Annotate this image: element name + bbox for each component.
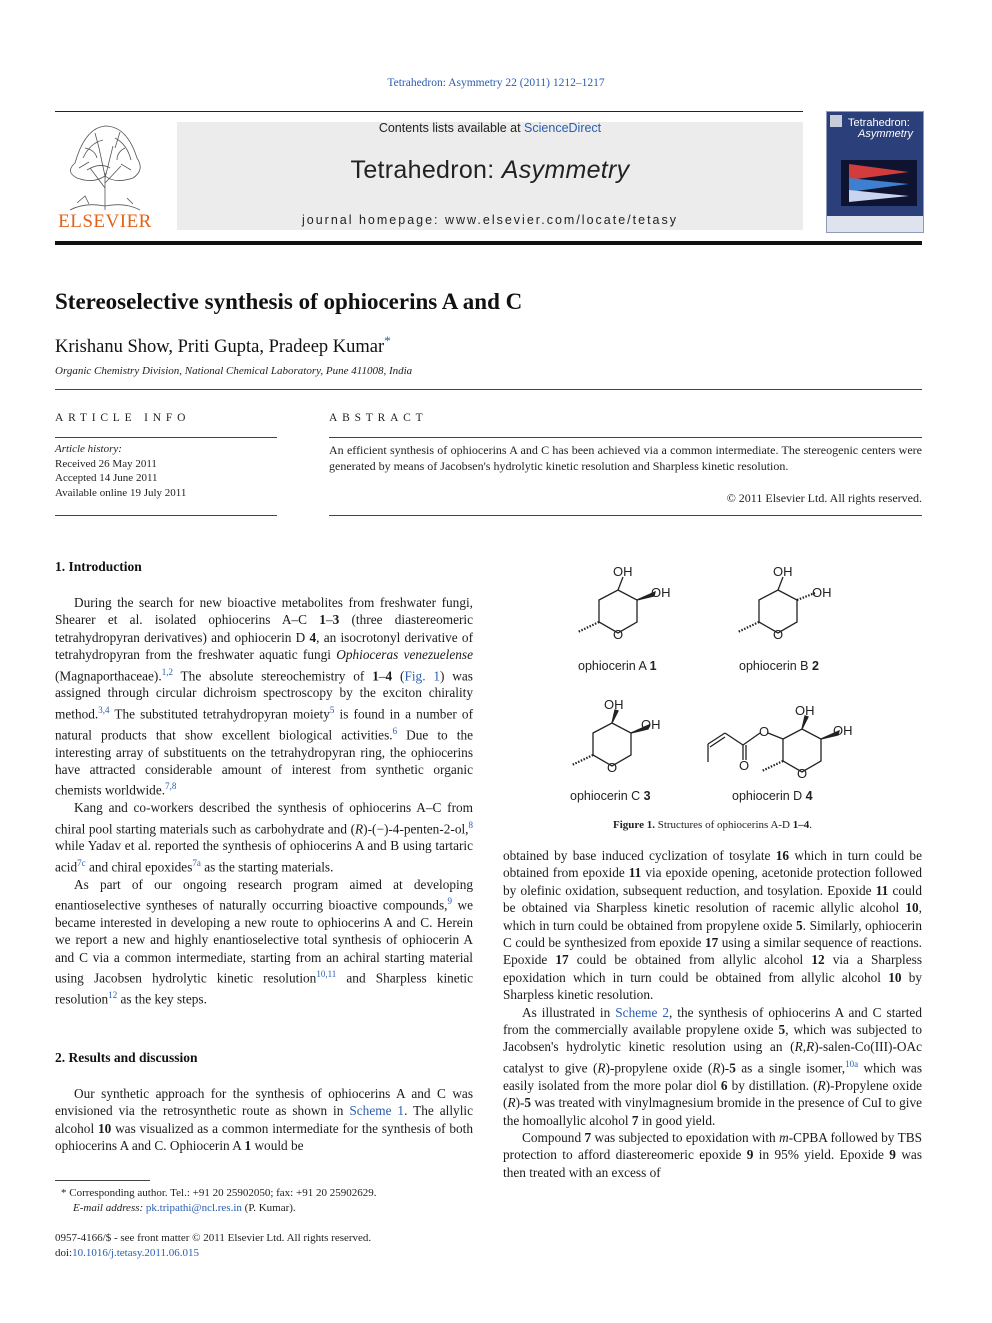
article-info-rule [55,437,277,438]
svg-text:O: O [607,760,618,775]
footnote-rule [55,1180,150,1181]
abstract-text: An efficient synthesis of ophiocerins A and C has been achieved via a common intermediate. The stereogenic centers were generated by means of Jacobsen's hydrolytic kinetic resolution and Sharpless kinetic resolution. [329,443,922,473]
figure-1-caption: Figure 1. Structures of ophiocerins A-D 1–4. [613,819,812,831]
results-body: Our synthetic approach for the synthesis of ophiocerins A and C was envisioned via the retrosynthetic route as shown in Scheme 1. The allylic alcohol 10 was visualized as a common intermediate for the synthesis of both ophiocerins A and C. Ophiocerin A 1 would be [55,1086,473,1154]
article-title: Stereoselective synthesis of ophiocerins A and C [55,289,523,314]
right-column-body: obtained by base induced cyclization of tosylate 16 which in turn could be obtained from epoxide 11 via epoxide opening, acetonide protection followed by olefinic oxidation, subsequent reduction, and tosylation. Epoxide 11 could be obtained via Sharpless kinetic resolution of racemic allylic alcohol 10, which in turn could be obtained from propylene oxide 5. Similarly, ophiocerin C could be synthesized from epoxide 17 using a similar sequence of reactions. Epoxide 17 could be obtained from allylic alcohol 12 via a Sharpless epoxidation which in turn could be obtained from allylic alcohol 10 by Sharpless kinetic resolution. As illustrated in Scheme 2, the synthesis of ophiocerins A and C started from the commercially available propylene oxide 5, which was subjected to Jacobsen's hydrolytic kinetic resolution using an (R,R)-salen-Co(III)-OAc catalyst to give (R)-propylene oxide (R)-5 as a single isomer,$^{10a}$ which was easily isolated from the more polar diol 6 by distillation. (R)-Propylene oxide (R)-5 was treated with vinylmagnesium bromide in the presence of CuI to give the homoallylic alcohol 7 in good yield. Compound 7 was subjected to epoxidation with m-CPBA followed by TBS protection to afford diastereomeric epoxide 9 in 95% yield. Epoxide 9 was then treated with an excess of [503,848,923,1180]
compound-label-2: ophiocerin B 2 [739,659,819,673]
svg-text:O: O [759,724,770,739]
ophiocerin-a-structure [578,577,655,633]
svg-text:OH: OH [833,723,853,738]
email-link[interactable]: pk.tripathi@ncl.res.in [145,1202,242,1214]
ophiocerin-c-structure [572,710,649,766]
article-history: Article history: Received 26 May 2011 Accepted 14 June 2011 Available online 19 July 2011 [55,443,187,499]
intro-body: During the search for new bioactive metabolites from freshwater fungi, Shearer et al. isolated ophiocerins A–C 1–3 (three diastereomeric tetrahydropyran derivatives) and ophiocerin D 4, an isocrotonyl derivative of tetrahydropyran from the freshwater aquatic fungi Ophioceras venezuelense (Magnaporthaceae).$^{1,2}$ The absolute stereochemistry of 1–4 (Fig. 1) was assigned through circular dichroism spectroscopy by the exciton chirality method.$^{3,4}$ The substituted tetrahydropyran moiety$^5$ is found in a number of natural products that show excellent biological activities.$^6$ Due to the interesting array of substituents on the tetrahydropyran ring, the ophiocerins have attracted considerable amount of interest from synthetic organic chemists worldwide.$^{7,8}$ Kang and co-workers described the synthesis of ophiocerins A–C from chiral pool starting materials such as carbohydrate and (R)-(−)-4-penten-2-ol,$^8$ while Yadav et al. reported the synthesis of ophiocerins A and B using tartaric acid$^{7c}$ and chiral epoxides$^{7a}$ as the starting materials. As part of our ongoing research program aimed at developing enantioselective syntheses of naturally occurring bioactive compounds,$^9$ we became interested in developing a new route to ophiocerins A and C. Herein we report a new and highly enantioselective total synthesis of ophiocerin A and C via a common intermediate, starting from an achiral starting material using Jacobsen hydrolytic kinetic resolution$^{10,11}$ and Sharpless kinetic resolution$^{12}$ as the key steps. [55,595,473,1007]
corresponding-author-mark[interactable]: * [384,333,391,348]
journal-homepage[interactable]: journal homepage: www.elsevier.com/locate/tetasy [301,213,678,227]
contents-line: Contents lists available at ScienceDirect [378,121,602,135]
ophiocerin-b-structure [738,577,815,633]
journal-name: Tetrahedron: Asymmetry [350,156,630,184]
header-rule [55,111,803,112]
abstract-heading: ABSTRACT [329,412,428,424]
article-info-bottom-rule [55,515,277,516]
footnote: * Corresponding author. Tel.: +91 20 25902050; fax: +91 20 25902629. E-mail address: pk.tripathi@ncl.res.in (P. Kumar). [61,1187,377,1214]
doi-link[interactable]: 10.1016/j.tetasy.2011.06.015 [72,1246,200,1259]
compound-label-4: ophiocerin D 4 [732,789,813,803]
abstract-copyright: © 2011 Elsevier Ltd. All rights reserved. [726,491,922,505]
affiliation: Organic Chemistry Division, National Chemical Laboratory, Pune 411008, India [55,365,413,377]
article-info-heading: ARTICLE INFO [55,412,191,424]
svg-text:OH: OH [641,717,661,732]
cover-title: Tetrahedron: Asymmetry [848,117,913,140]
svg-text:OH: OH [812,585,832,600]
abstract-rule [329,437,922,438]
ophiocerin-d-structure [708,716,839,772]
svg-text:OH: OH [795,703,815,718]
compound-label-1: ophiocerin A 1 [578,659,657,673]
svg-text:O: O [739,758,750,773]
atom-label-oh: OH [613,564,633,579]
sciencedirect-link[interactable]: ScienceDirect [524,121,602,135]
results-heading: 2. Results and discussion [55,1050,198,1065]
compound-label-3: ophiocerin C 3 [570,789,651,803]
issn-doi: 0957-4166/$ - see front matter © 2011 Elsevier Ltd. All rights reserved. doi:10.1016/j.tetasy.2011.06.015 [55,1232,372,1259]
abstract-bottom-rule [329,515,922,516]
intro-heading: 1. Introduction [55,559,142,574]
svg-text:O: O [797,766,808,781]
title-rule [55,389,922,390]
svg-text:OH: OH [651,585,671,600]
svg-text:O: O [773,627,784,642]
journal-citation[interactable]: Tetrahedron: Asymmetry 22 (2011) 1212–1217 [387,77,605,89]
svg-text:OH: OH [604,697,624,712]
figure-1-structures [503,555,922,810]
elsevier-wordmark: ELSEVIER [58,211,152,232]
atom-label-o: O [613,627,624,642]
header-thick-rule [55,241,922,245]
svg-text:OH: OH [773,564,793,579]
author-list: Krishanu Show, Priti Gupta, Pradeep Kumar* [55,333,391,358]
